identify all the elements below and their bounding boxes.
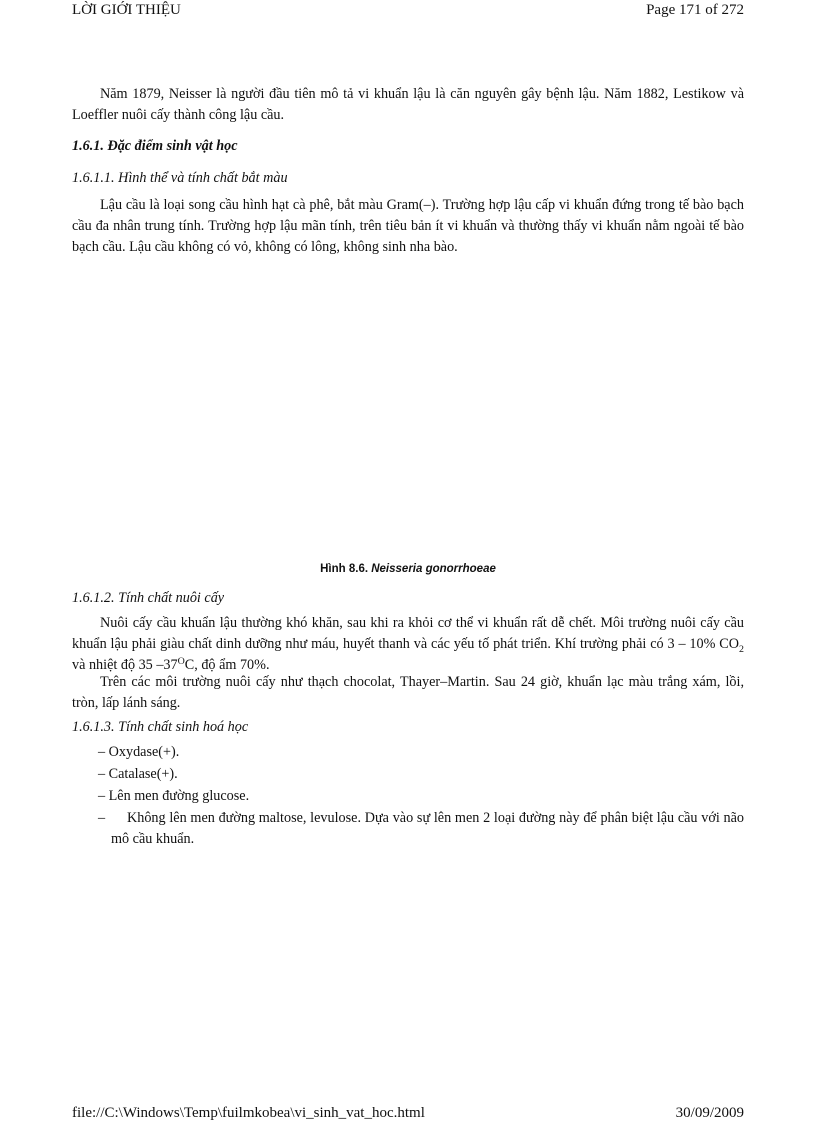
section-heading-1-6-1-3: 1.6.1.3. Tính chất sinh hoá học: [72, 719, 249, 735]
page-header-title: LỜI GIỚI THIỆU: [72, 2, 181, 18]
figure-caption-species: Neisseria gonorrhoeae: [371, 563, 496, 575]
degree-superscript: O: [177, 656, 185, 667]
section-heading-1-6-1-2: 1.6.1.2. Tính chất nuôi cấy: [72, 590, 225, 606]
culture-text-a: Nuôi cấy cầu khuẩn lậu thường khó khăn, sau khi ra khỏi cơ thể vi khuẩn rất dễ chết. Môi trường nuôi cấy cầu khuẩn lậu phải giàu chất dinh dưỡng như máu, huyết thanh và các yếu tố phát triển. Khí trường phải có 3 – 10% CO: [72, 615, 744, 652]
list-item-oxydase: – Oxydase(+).: [98, 744, 180, 760]
culture-text-b: và nhiệt độ 35 –37: [72, 657, 178, 673]
list-item-maltose-text: Không lên men đường maltose, levulose. Dựa vào sự lên men 2 loại đường này để phân biệt lậu cầu với não mô cầu khuẩn.: [111, 810, 744, 847]
list-item-glucose: – Lên men đường glucose.: [98, 788, 250, 804]
colony-paragraph: Trên các môi trường nuôi cấy như thạch chocolat, Thayer–Martin. Sau 24 giờ, khuẩn lạc màu trắng xám, lồi, tròn, lấp lánh sáng.: [72, 674, 744, 711]
footer-file-path: file://C:\Windows\Temp\fuilmkobea\vi_sinh_vat_hoc.html: [72, 1105, 425, 1121]
co2-subscript: 2: [739, 644, 744, 655]
morphology-paragraph: Lậu cầu là loại song cầu hình hạt cà phê, bắt màu Gram(–). Trường hợp lậu cấp vi khuẩn đứng trong tế bào bạch cầu đa nhân trung tính. Trường hợp lậu mãn tính, trên tiêu bản ít vi khuẩn và thường thấy vi khuẩn nằm ngoài tế bào bạch cầu. Lậu cầu không có vỏ, không có lông, không sinh nha bào.: [72, 197, 744, 255]
section-heading-1-6-1: 1.6.1. Đặc điểm sinh vật học: [72, 138, 238, 154]
page-number: Page 171 of 272: [646, 2, 744, 18]
section-heading-1-6-1-1: 1.6.1.1. Hình thể và tính chất bắt màu: [72, 170, 288, 186]
list-item-catalase: – Catalase(+).: [98, 766, 178, 782]
footer-date: 30/09/2009: [675, 1105, 744, 1121]
figure-caption: [0, 563, 816, 575]
list-item-maltose: [98, 808, 744, 850]
intro-paragraph: Năm 1879, Neisser là người đầu tiên mô tả vi khuẩn lậu là căn nguyên gây bệnh lậu. Năm 1882, Lestikow và Loeffler nuôi cấy thành công lậu cầu.: [72, 86, 744, 123]
culture-paragraph: [72, 613, 744, 676]
culture-text-c: C, độ ẩm 70%.: [184, 657, 270, 673]
list-dash: –: [98, 810, 106, 826]
figure-caption-label: Hình 8.6.: [320, 563, 372, 575]
